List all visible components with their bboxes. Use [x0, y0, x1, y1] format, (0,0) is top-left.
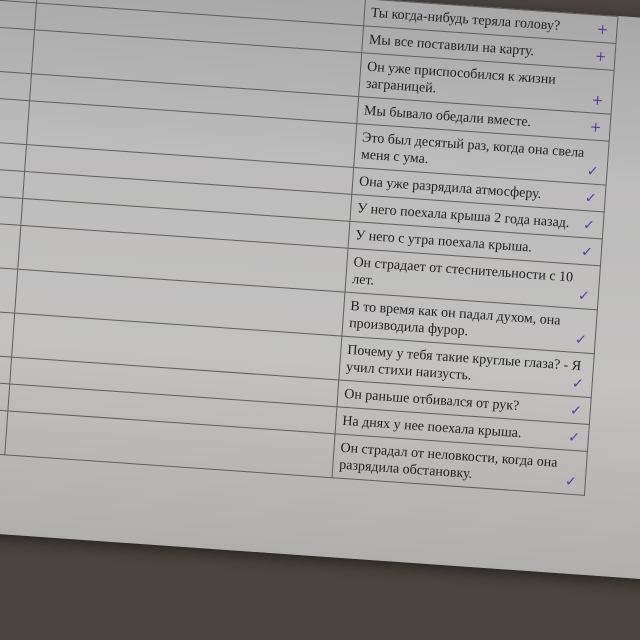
sentence-text: В то время как он падал духом, она производила фурор.: [348, 299, 561, 340]
check-mark: ✓: [569, 402, 583, 420]
sentence-text: Это был десятый раз, когда она свела меня с ума.: [360, 130, 585, 168]
number-cell: [0, 166, 25, 198]
sentence-text: Мы все поставили на карту.: [368, 32, 535, 60]
sentence-text: Он раньше отбивался от рук?: [343, 386, 520, 415]
check-mark: ✓: [577, 287, 591, 305]
sentence-text: У него с утра поехала крыша.: [354, 228, 533, 256]
sentence-text: Он страдает от стеснительности с 10 лет.: [351, 255, 574, 289]
number-cell: [0, 193, 23, 225]
check-mark: ✓: [574, 331, 588, 349]
check-mark: ✓: [567, 429, 581, 447]
sentence-text: У него поехала крыша 2 года назад.: [356, 201, 570, 232]
check-mark: ✓: [584, 190, 598, 207]
number-cell: [0, 68, 32, 100]
check-mark: +: [594, 48, 608, 66]
number-cell: [0, 24, 35, 73]
sentence-text: Почему у тебя такие круглые глаза? - Я учил стихи наизусть.: [345, 342, 582, 384]
check-mark: +: [591, 92, 604, 110]
check-mark: +: [589, 119, 603, 137]
number-cell: [0, 95, 30, 144]
check-mark: +: [596, 21, 609, 39]
sentence-text: Ты когда-нибудь теряла голову?: [370, 5, 561, 34]
sentence-text: Мы бывало обедали вместе.: [363, 103, 532, 131]
number-cell: [0, 0, 37, 30]
check-mark: ✓: [564, 473, 578, 491]
check-mark: ✓: [571, 375, 585, 393]
check-mark: ✓: [582, 217, 596, 234]
number-cell: [0, 139, 27, 171]
check-mark: ✓: [580, 244, 594, 261]
sentence-text: Она уже разрядила атмосферу.: [358, 174, 542, 203]
check-mark: ✓: [586, 163, 600, 181]
sentence-text: Он страдал от неловкости, когда она разрядила обстановку.: [338, 440, 558, 482]
sentence-text: На днях у нее поехала крыша.: [341, 413, 522, 442]
sentence-text: Он уже приспособился к жизни заграницей.: [365, 59, 557, 97]
